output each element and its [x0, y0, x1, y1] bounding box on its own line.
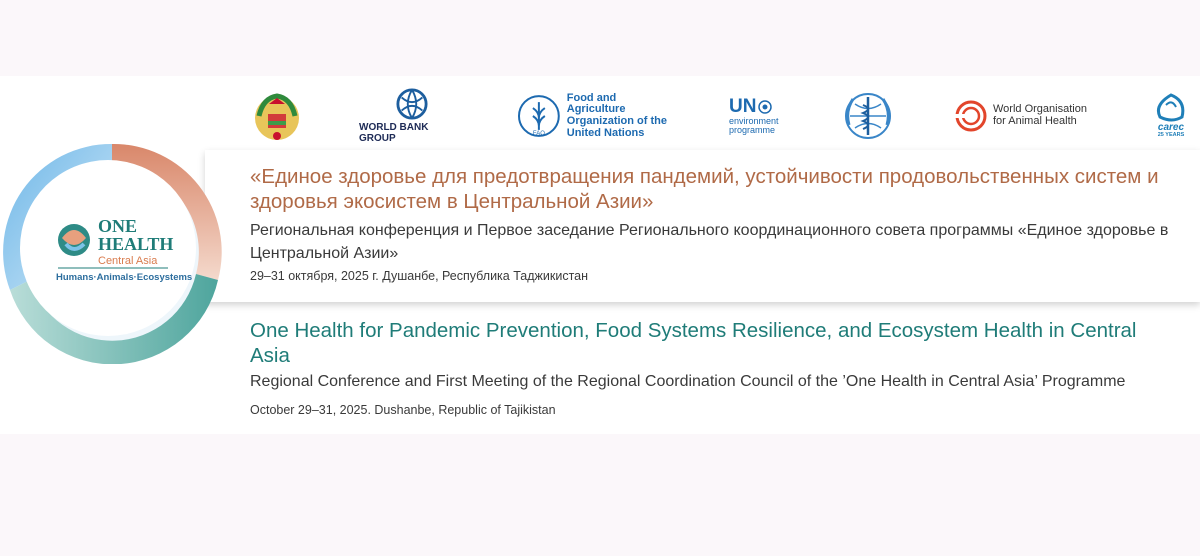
unep-un-text: UN — [729, 95, 757, 117]
one-health-emblem — [0, 140, 224, 364]
fao-logo — [517, 88, 677, 144]
partner-logos — [245, 88, 1200, 144]
emblem-line-central-asia: Central Asia — [98, 255, 158, 267]
ru-date: 29–31 октября, 2025 г. Душанбе, Республика Таджикистан — [250, 269, 589, 283]
en-date: October 29–31, 2025. Dushanbe, Republic of Tajikistan — [250, 403, 556, 417]
globe-icon — [395, 88, 429, 120]
who-emblem-icon — [841, 88, 895, 144]
carec-years: 25 YEARS — [1157, 132, 1185, 139]
carec-icon — [1152, 93, 1190, 123]
fao-line2: Organization of the — [566, 115, 667, 127]
emblem-tagline: Humans·Animals·Ecosystems — [56, 272, 193, 283]
unep-line1: environment — [729, 115, 779, 126]
tajikistan-emblem-icon — [249, 88, 305, 144]
un-emblem-icon — [758, 100, 772, 114]
woah-line1: World Organisation — [993, 103, 1087, 116]
fao-line1: Food and Agriculture — [566, 91, 626, 116]
emblem-line-one: ONE — [98, 216, 138, 236]
unep-line2: programme — [729, 124, 776, 135]
carec-logo — [1145, 88, 1197, 144]
unep-logo — [729, 88, 793, 144]
woah-logo — [955, 88, 1115, 144]
en-subtitle: Regional Conference and First Meeting of the Regional Coordination Council of the ’One Health in Central Asia’ Programme — [250, 373, 1126, 390]
en-title: One Health for Pandemic Prevention, Food Systems Resilience, and Ecosystem Health in Central Asia — [250, 319, 1137, 367]
fao-badge-text: FAO — [532, 130, 545, 137]
world-bank-text: WORLD BANK GROUP — [359, 122, 429, 144]
ru-title: «Единое здоровье для предотвращения пандемий, устойчивости продовольственных систем и здоровья экосистем в Центральной Азии» — [250, 165, 1159, 213]
fao-line3: United Nations — [566, 126, 645, 139]
carec-text: carec — [1157, 121, 1185, 133]
ru-subtitle: Региональная конференция и Первое заседание Регионального координационного совета программы «Единое здоровье в Центральной Азии» — [250, 222, 1169, 262]
woah-line2: for Animal Health — [993, 115, 1077, 127]
world-bank-logo — [359, 88, 465, 144]
emblem-line-health: HEALTH — [98, 234, 174, 254]
fao-wheat-icon — [517, 94, 561, 138]
woah-icon — [955, 100, 987, 132]
